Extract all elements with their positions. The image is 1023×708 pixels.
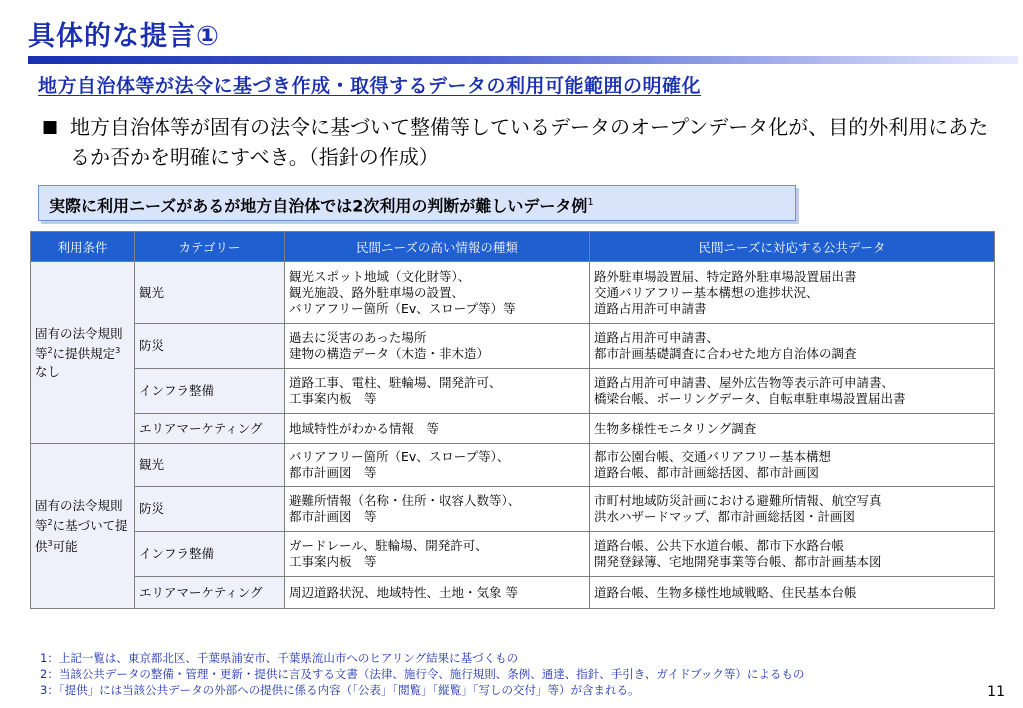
header-public-data: 民間ニーズに対応する公共データ: [590, 232, 995, 262]
bullet-point: [42, 112, 1002, 172]
category-cell: インフラ整備: [135, 532, 285, 577]
page-number: 11: [987, 684, 1005, 700]
bullet-text: 地方自治体等が固有の法令に基づいて整備等しているデータのオープンデータ化が、目的外利用にあたるか否かを明確にすべき。（指針の作成）: [70, 115, 989, 169]
header-condition: 利用条件: [31, 232, 135, 262]
info-cell: 観光スポット地域（文化財等）、 観光施設、路外駐車場の設置、 バリアフリー箇所（Ev、スロープ等）等: [285, 262, 590, 324]
callout-footnote-ref: 1: [587, 197, 594, 208]
table-row: [31, 487, 995, 532]
table-row: [31, 444, 995, 487]
info-cell: バリアフリー箇所（Ev、スロープ等）、 都市計画図 等: [285, 444, 590, 487]
footnotes: [40, 650, 804, 698]
public-data-cell: 生物多様性モニタリング調査: [590, 414, 995, 444]
info-cell: ガードレール、駐輪場、開発許可、 工事案内板 等: [285, 532, 590, 577]
table-header-row: [31, 232, 995, 262]
square-bullet-icon: ■: [42, 117, 59, 137]
public-data-cell: 道路台帳、生物多様性地域戦略、住民基本台帳: [590, 577, 995, 609]
info-cell: 周辺道路状況、地域特性、土地・気象 等: [285, 577, 590, 609]
header-info-type: 民間ニーズの高い情報の種類: [285, 232, 590, 262]
category-cell: インフラ整備: [135, 369, 285, 414]
category-cell: 防災: [135, 487, 285, 532]
header-category: カテゴリー: [135, 232, 285, 262]
table-row: [31, 532, 995, 577]
public-data-cell: 道路台帳、公共下水道台帳、都市下水路台帳 開発登録簿、宅地開発事業等台帳、都市計画基本図: [590, 532, 995, 577]
page-title: 具体的な提言①: [28, 21, 220, 52]
footnote-1: 1：上記一覧は、東京都北区、千葉県浦安市、千葉県流山市へのヒアリング結果に基づくもの: [40, 651, 519, 665]
category-cell: 観光: [135, 444, 285, 487]
table-row: [31, 369, 995, 414]
info-cell: 地域特性がわかる情報 等: [285, 414, 590, 444]
category-cell: 防災: [135, 324, 285, 369]
info-cell: 道路工事、電柱、駐輪場、開発許可、 工事案内板 等: [285, 369, 590, 414]
category-cell: エリアマーケティング: [135, 414, 285, 444]
public-data-cell: 道路占用許可申請書、屋外広告物等表示許可申請書、 橋梁台帳、ボーリングデータ、自転車駐車場設置届出書: [590, 369, 995, 414]
table-row: [31, 324, 995, 369]
info-cell: 避難所情報（名称・住所・収容人数等）、 都市計画図 等: [285, 487, 590, 532]
public-data-cell: 市町村地域防災計画における避難所情報、航空写真 洪水ハザードマップ、都市計画総括図・計画図: [590, 487, 995, 532]
public-data-cell: 都市公園台帳、交通バリアフリー基本構想 道路台帳、都市計画総括図、都市計画図: [590, 444, 995, 487]
table-row: [31, 262, 995, 324]
callout-text: 実際に利用ニーズがあるが地方自治体では2次利用の判断が難しいデータ例: [49, 196, 588, 216]
category-cell: エリアマーケティング: [135, 577, 285, 609]
condition-cell-provision-allowed: 固有の法令規則等$^2$に基づいて提供$^3$可能: [31, 444, 135, 609]
title-underline-bar: [28, 56, 1018, 64]
public-data-cell: 路外駐車場設置届、特定路外駐車場設置届出書 交通バリアフリー基本構想の進捗状況、 道路占用許可申請書: [590, 262, 995, 324]
section-subtitle: 地方自治体等が法令に基づき作成・取得するデータの利用可能範囲の明確化: [38, 75, 702, 97]
table-row: [31, 577, 995, 609]
footnote-3: 3：「提供」には当該公共データの外部への提供に係る内容（「公表」「閲覧」「縦覧」「写しの交付」等）が含まれる。: [40, 683, 640, 697]
data-table: [30, 231, 995, 609]
info-cell: 過去に災害のあった場所 建物の構造データ（木造・非木造）: [285, 324, 590, 369]
public-data-cell: 道路占用許可申請書、 都市計画基礎調査に合わせた地方自治体の調査: [590, 324, 995, 369]
footnote-2: 2：当該公共データの整備・管理・更新・提供に言及する文書（法律、施行令、施行規則、条例、通達、指針、手引き、ガイドブック等）によるもの: [40, 667, 805, 681]
condition-cell-no-provision: 固有の法令規則等$^2$に提供規定$^3$なし: [31, 262, 135, 444]
callout-box: [38, 185, 796, 221]
table-row: [31, 414, 995, 444]
category-cell: 観光: [135, 262, 285, 324]
